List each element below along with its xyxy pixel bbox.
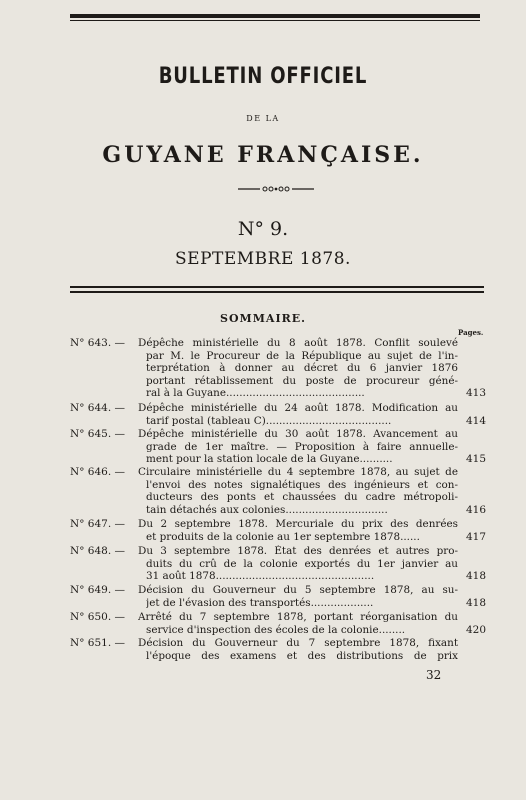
entry-page: 417 [465,530,486,543]
bulletin-title: BULLETIN OFFICIEL [158,64,368,89]
top-thin-rule [70,20,480,21]
entry-page: 418 [465,570,486,583]
title-connector: DE LA [246,114,280,123]
pages-column-label: Pages. [458,328,484,337]
entry-number: N° 649. — [70,584,125,596]
entry-line: Du 2 septembre 1878. Mercuriale du prix des denrées [138,518,458,530]
entry-page: 418 [465,596,486,609]
entry-page: 415 [465,453,486,466]
entry-number: N° 650. — [70,611,125,623]
entry-line: tarif postal (tableau C)...................................... [146,414,392,427]
entry-page: 416 [465,503,486,516]
entry-line: Dépêche ministérielle du 8 août 1878. Conflit soulevé [138,337,458,349]
summary-heading: SOMMAIRE. [220,312,306,325]
issue-month: SEPTEMBRE 1878. [175,249,351,269]
entry-line: Décision du Gouverneur du 5 septembre 1878, au su- [138,584,458,596]
entry-page: 420 [465,623,486,636]
entry-line: Dépêche ministérielle du 24 août 1878. Modification au [138,402,458,414]
entry-page: 414 [465,414,486,427]
entry-number: N° 645. — [70,428,125,440]
entry-line: Circulaire ministérielle du 4 septembre 1878, au sujet de [138,466,458,478]
entry-line: tain détachés aux colonies............................... [146,503,388,516]
section-rule-lower [70,291,484,293]
issue-number: N° 9. [237,218,289,240]
entry-line: ral à la Guyane.......................................... [146,387,365,400]
entry-line: service d'inspection des écoles de la colonie........ [146,623,406,636]
guyane-title: GUYANE FRANÇAISE. [102,142,424,168]
entry-line: Arrêté du 7 septembre 1878, portant réorganisation du [138,611,458,623]
entry-number: N° 643. — [70,337,125,349]
entry-line: grade de 1er maître. — Proposition à faire annuelle- [146,440,458,453]
entry-line: jet de l'évasion des transportés................... [146,596,374,609]
entry-number: N° 647. — [70,518,125,530]
entry-line: par M. le Procureur de la République au sujet de l'in- [146,349,458,362]
entry-number: N° 646. — [70,466,125,478]
entry-number: N° 648. — [70,545,125,557]
entry-line: Décision du Gouverneur du 7 septembre 1878, fixant [138,637,458,649]
entry-line: Du 3 septembre 1878. État des denrées et autres pro- [138,545,458,557]
entry-line: ment pour la station locale de la Guyane.......... [146,453,393,466]
entry-page: 413 [465,387,486,400]
entry-number: N° 651. — [70,637,125,649]
entry-line: ducteurs des ponts et chaussées du cadre métropoli- [146,491,458,504]
entry-line: 31 août 1878................................................ [146,570,375,583]
page-folio: 32 [426,668,442,682]
section-rule-upper [70,286,484,288]
ornament-divider [238,184,314,194]
entry-line: et produits de la colonie au 1er septembre 1878...... [146,530,420,543]
entry-line: l'époque des examens et des distributions de prix [146,649,458,662]
entry-line: portant rétablissement du poste de procureur géné- [146,374,458,387]
entry-line: duits du crû de la colonie exportés du 1er janvier au [146,557,458,570]
entry-line: l'envoi des notes signalétiques des ingénieurs et con- [146,478,458,491]
top-thick-rule [70,14,480,18]
entry-line: terprétation à donner au décret du 6 janvier 1876 [146,362,458,375]
entry-line: Dépêche ministérielle du 30 août 1878. Avancement au [138,428,458,440]
entry-number: N° 644. — [70,402,125,414]
